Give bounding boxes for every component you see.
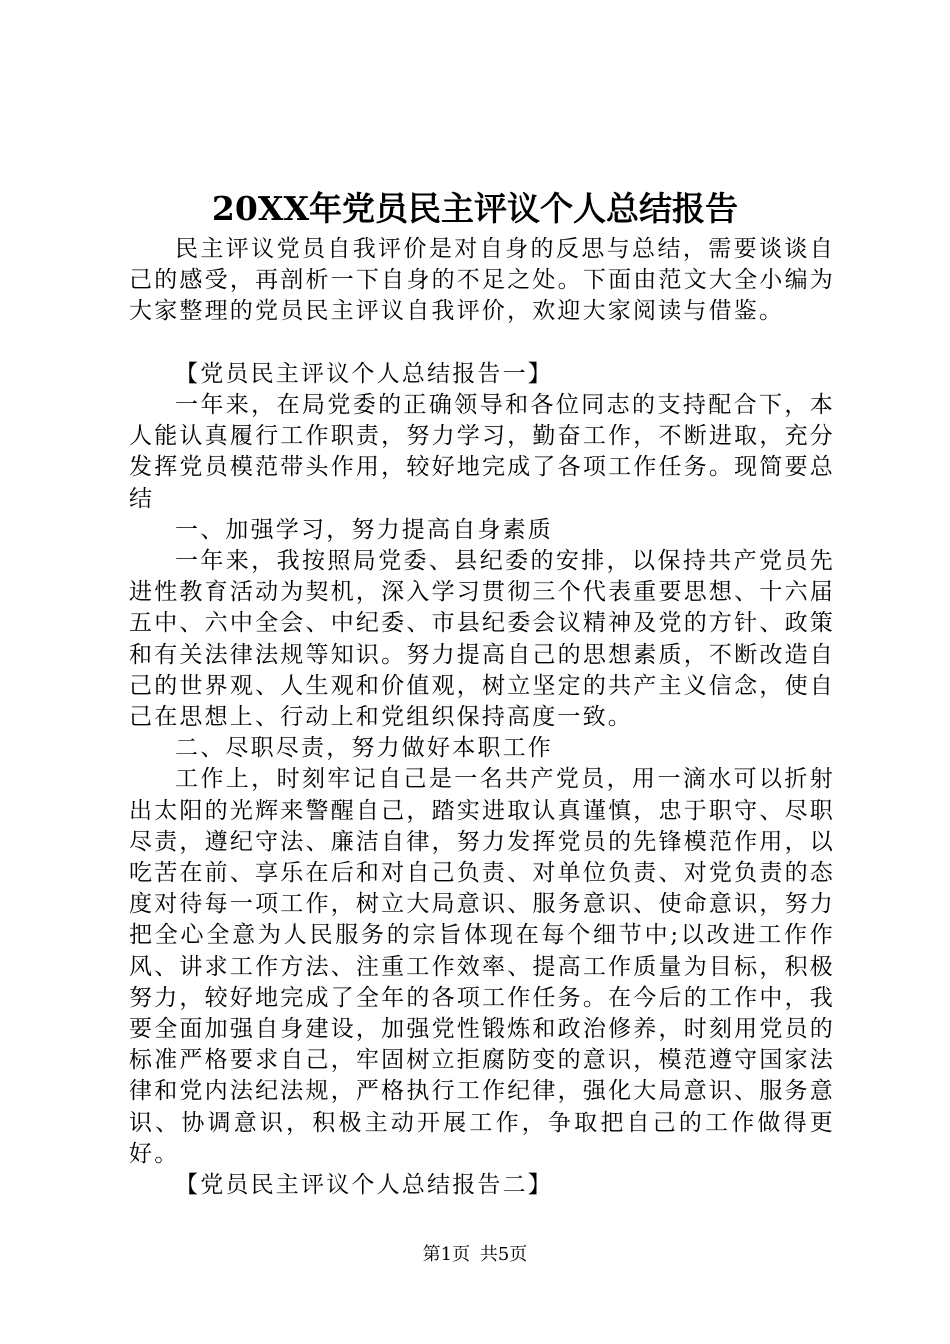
page-number: 第1页 bbox=[422, 1244, 471, 1265]
page-footer bbox=[0, 1242, 950, 1268]
paragraph-overview: 一年来，在局党委的正确领导和各位同志的支持配合下，本人能认真履行工作职责，努力学习，勤奋工作，不断进取，充分发挥党员模范带头作用，较好地完成了各项工作任务。现简要总结 bbox=[129, 392, 835, 512]
section-heading-report-two: 【党员民主评议个人总结报告二】 bbox=[175, 1172, 553, 1199]
paragraph-study: 一年来，我按照局党委、县纪委的安排，以保持共产党员先进性教育活动为契机，深入学习贯彻三个代表重要思想、十六届五中、六中全会、中纪委、市县纪委会议精神及党的方针、政策和有关法律法规等知识。努力提高自己的思想素质，不断改造自己的世界观、人生观和价值观，树立坚定的共产主义信念，使自己在思想上、行动上和党组织保持高度一致。 bbox=[129, 548, 835, 731]
section-heading-report-one: 【党员民主评议个人总结报告一】 bbox=[175, 360, 553, 387]
subheading-duty: 二、尽职尽责，努力做好本职工作 bbox=[175, 735, 553, 762]
blank-line bbox=[129, 328, 835, 359]
paragraph-duty: 工作上，时刻牢记自己是一名共产党员，用一滴水可以折射出太阳的光辉来警醒自己，踏实进取认真谨慎，忠于职守、尽职尽责，遵纪守法、廉洁自律，努力发挥党员的先锋模范作用，以吃苦在前、享乐在后和对自己负责、对单位负责、对党负责的态度对待每一项工作，树立大局意识、服务意识、使命意识，努力把全心全意为人民服务的宗旨体现在每个细节中;以改进工作作风、讲求工作方法、注重工作效率、提高工作质量为目标，积极努力，较好地完成了全年的各项工作任务。在今后的工作中，我要全面加强自身建设，加强党性锻炼和政治修养，时刻用党员的标准严格要求自己，牢固树立拒腐防变的意识，模范遵守国家法律和党内法纪法规，严格执行工作纪律，强化大局意识、服务意识、协调意识，积极主动开展工作，争取把自己的工作做得更好。 bbox=[129, 766, 835, 1167]
subheading-study: 一、加强学习，努力提高自身素质 bbox=[175, 516, 553, 543]
document-title: 20XX年党员民主评议个人总结报告 bbox=[211, 189, 739, 228]
document-body bbox=[129, 234, 835, 1201]
page-total: 共5页 bbox=[479, 1244, 528, 1265]
paragraph-intro: 民主评议党员自我评价是对自身的反思与总结，需要谈谈自己的感受，再剖析一下自身的不足之处。下面由范文大全小编为大家整理的党员民主评议自我评价，欢迎大家阅读与借鉴。 bbox=[129, 236, 835, 325]
